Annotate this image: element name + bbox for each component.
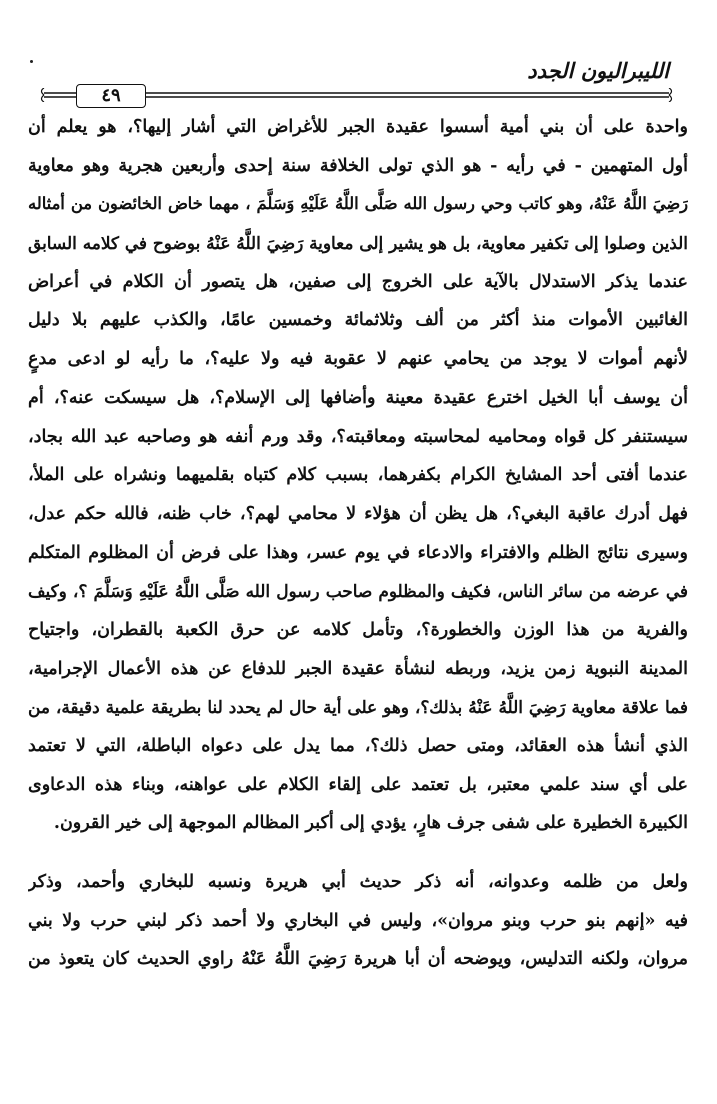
text-line: واحدة على أن بني أمية أسسوا عقيدة الجبر للأغراض التي أشار إليها؟، هو يعلم أن [28, 117, 688, 137]
text-line: ولعل من ظلمه وعدوانه، أنه ذكر حديث أبي هريرة ونسبه للبخاري وأحمد، وذكر [28, 872, 688, 893]
text-line: عندما أفتى أحد المشايخ الكرام بكفرهما، بسبب كلام كتباه بقلميهما ونشراه على الملأ، [28, 465, 688, 486]
text-line: سيستنفر كل قواه ومحاميه لمحاسبته ومعاقبته؟، وقد ورم أنفه هو وصاحبه عبد الله بجاد، [28, 426, 688, 447]
text-line: أول المتهمين - في رأيه - هو الذي تولى الخلافة سنة إحدى وأربعين هجرية وهو معاوية [28, 155, 688, 176]
text-line: فما علاقة معاوية رَضِيَ اللَّهُ عَنْهُ بذلك؟، وهو على أية حال لم يحدد لنا بطريقة علمية دقيقة، من [28, 697, 688, 718]
text-line: المدينة النبوية زمن يزيد، وربطه لنشأة عقيدة الجبر للدفاع عن هذه الأعمال الإجرامية، [28, 658, 688, 679]
text-line: الغائبين الأموات منذ أكثر من ألف وثلاثمائة وخمسين عامًا، والكذب عليهم بلا دليل [28, 310, 688, 331]
text-line: على أي سند علمي معتبر، بل تعتمد على إلقاء الكلام على عواهنه، وبناء هذه الدعاوى [28, 774, 688, 795]
text-line: رَضِيَ اللَّهُ عَنْهُ، وهو كاتب وحي رسول الله صَلَّى اللَّهُ عَلَيْهِ وَسَلَّمَ ، مهما خاض الخائضون من أمثاله [28, 194, 688, 214]
text-line: عندما يذكر الاستدلال بالآية على الخروج إلى صفين، هل يتصور أن الكلام في أعراض [28, 271, 688, 292]
text-line: فهل أدرك عاقبة البغي؟، هل يظن أن هؤلاء لا محامي لهم؟، خاب ظنه، فالله حكم عدل، [28, 503, 688, 524]
body-text [28, 108, 688, 979]
text-line: والفرية من هذا الوزن والخطورة؟، وتأمل كلامه عن حرق الكعبة بالقطران، واجتياح [28, 619, 688, 640]
page-number: ٤٩ [76, 84, 146, 108]
text-line: في عرضه من سائر الناس، فكيف والمظلوم صاحب رسول الله صَلَّى اللَّهُ عَلَيْهِ وَسَلَّمَ ؟، وكيف [28, 581, 688, 602]
paragraph-gap [28, 843, 688, 863]
text-line: وسيرى نتائج الظلم والافتراء والادعاء في يوم عسر، وهذا على فرض أن المظلوم المتكلم [28, 542, 688, 563]
text-line: الذي أنشأ هذه العقائد، ومتى حصل ذلك؟، مما يدل على دعواه الباطلة، التي لا تعتمد [28, 736, 688, 756]
speck-mark [30, 60, 33, 63]
text-line: أن يوسف أبا الخيل اخترع عقيدة معينة وأضافها إلى الإسلام؟، هل سيسكت عنه؟، أم [28, 387, 688, 408]
text-line: مروان، ولكنه التدليس، ويوضحه أن أبا هريرة رَضِيَ اللَّهُ عَنْهُ راوي الحديث كان يتعوذ من [28, 949, 688, 970]
text-line: الكبيرة الخطيرة على شفى جرف هارٍ، يؤدي إلى أكبر المظالم الموجهة إلى خير القرون. [53, 813, 688, 834]
text-line: لأنهم أموات لا يوجد من يحامي عنهم لا عقوبة فيه ولا عليه؟، ما رأيه لو ادعى مدعٍ [28, 349, 688, 370]
text-line: الذين وصلوا إلى تكفير معاوية، بل هو يشير إلى معاوية رَضِيَ اللَّهُ عَنْهُ بوضوح في كلامه السابق [28, 233, 688, 254]
running-title: الليبراليون الجدد [527, 58, 669, 83]
text-line: فيه «إنهم بنو حرب وبنو مروان»، وليس في البخاري ولا أحمد ذكر لبني حرب ولا بني [28, 910, 688, 931]
